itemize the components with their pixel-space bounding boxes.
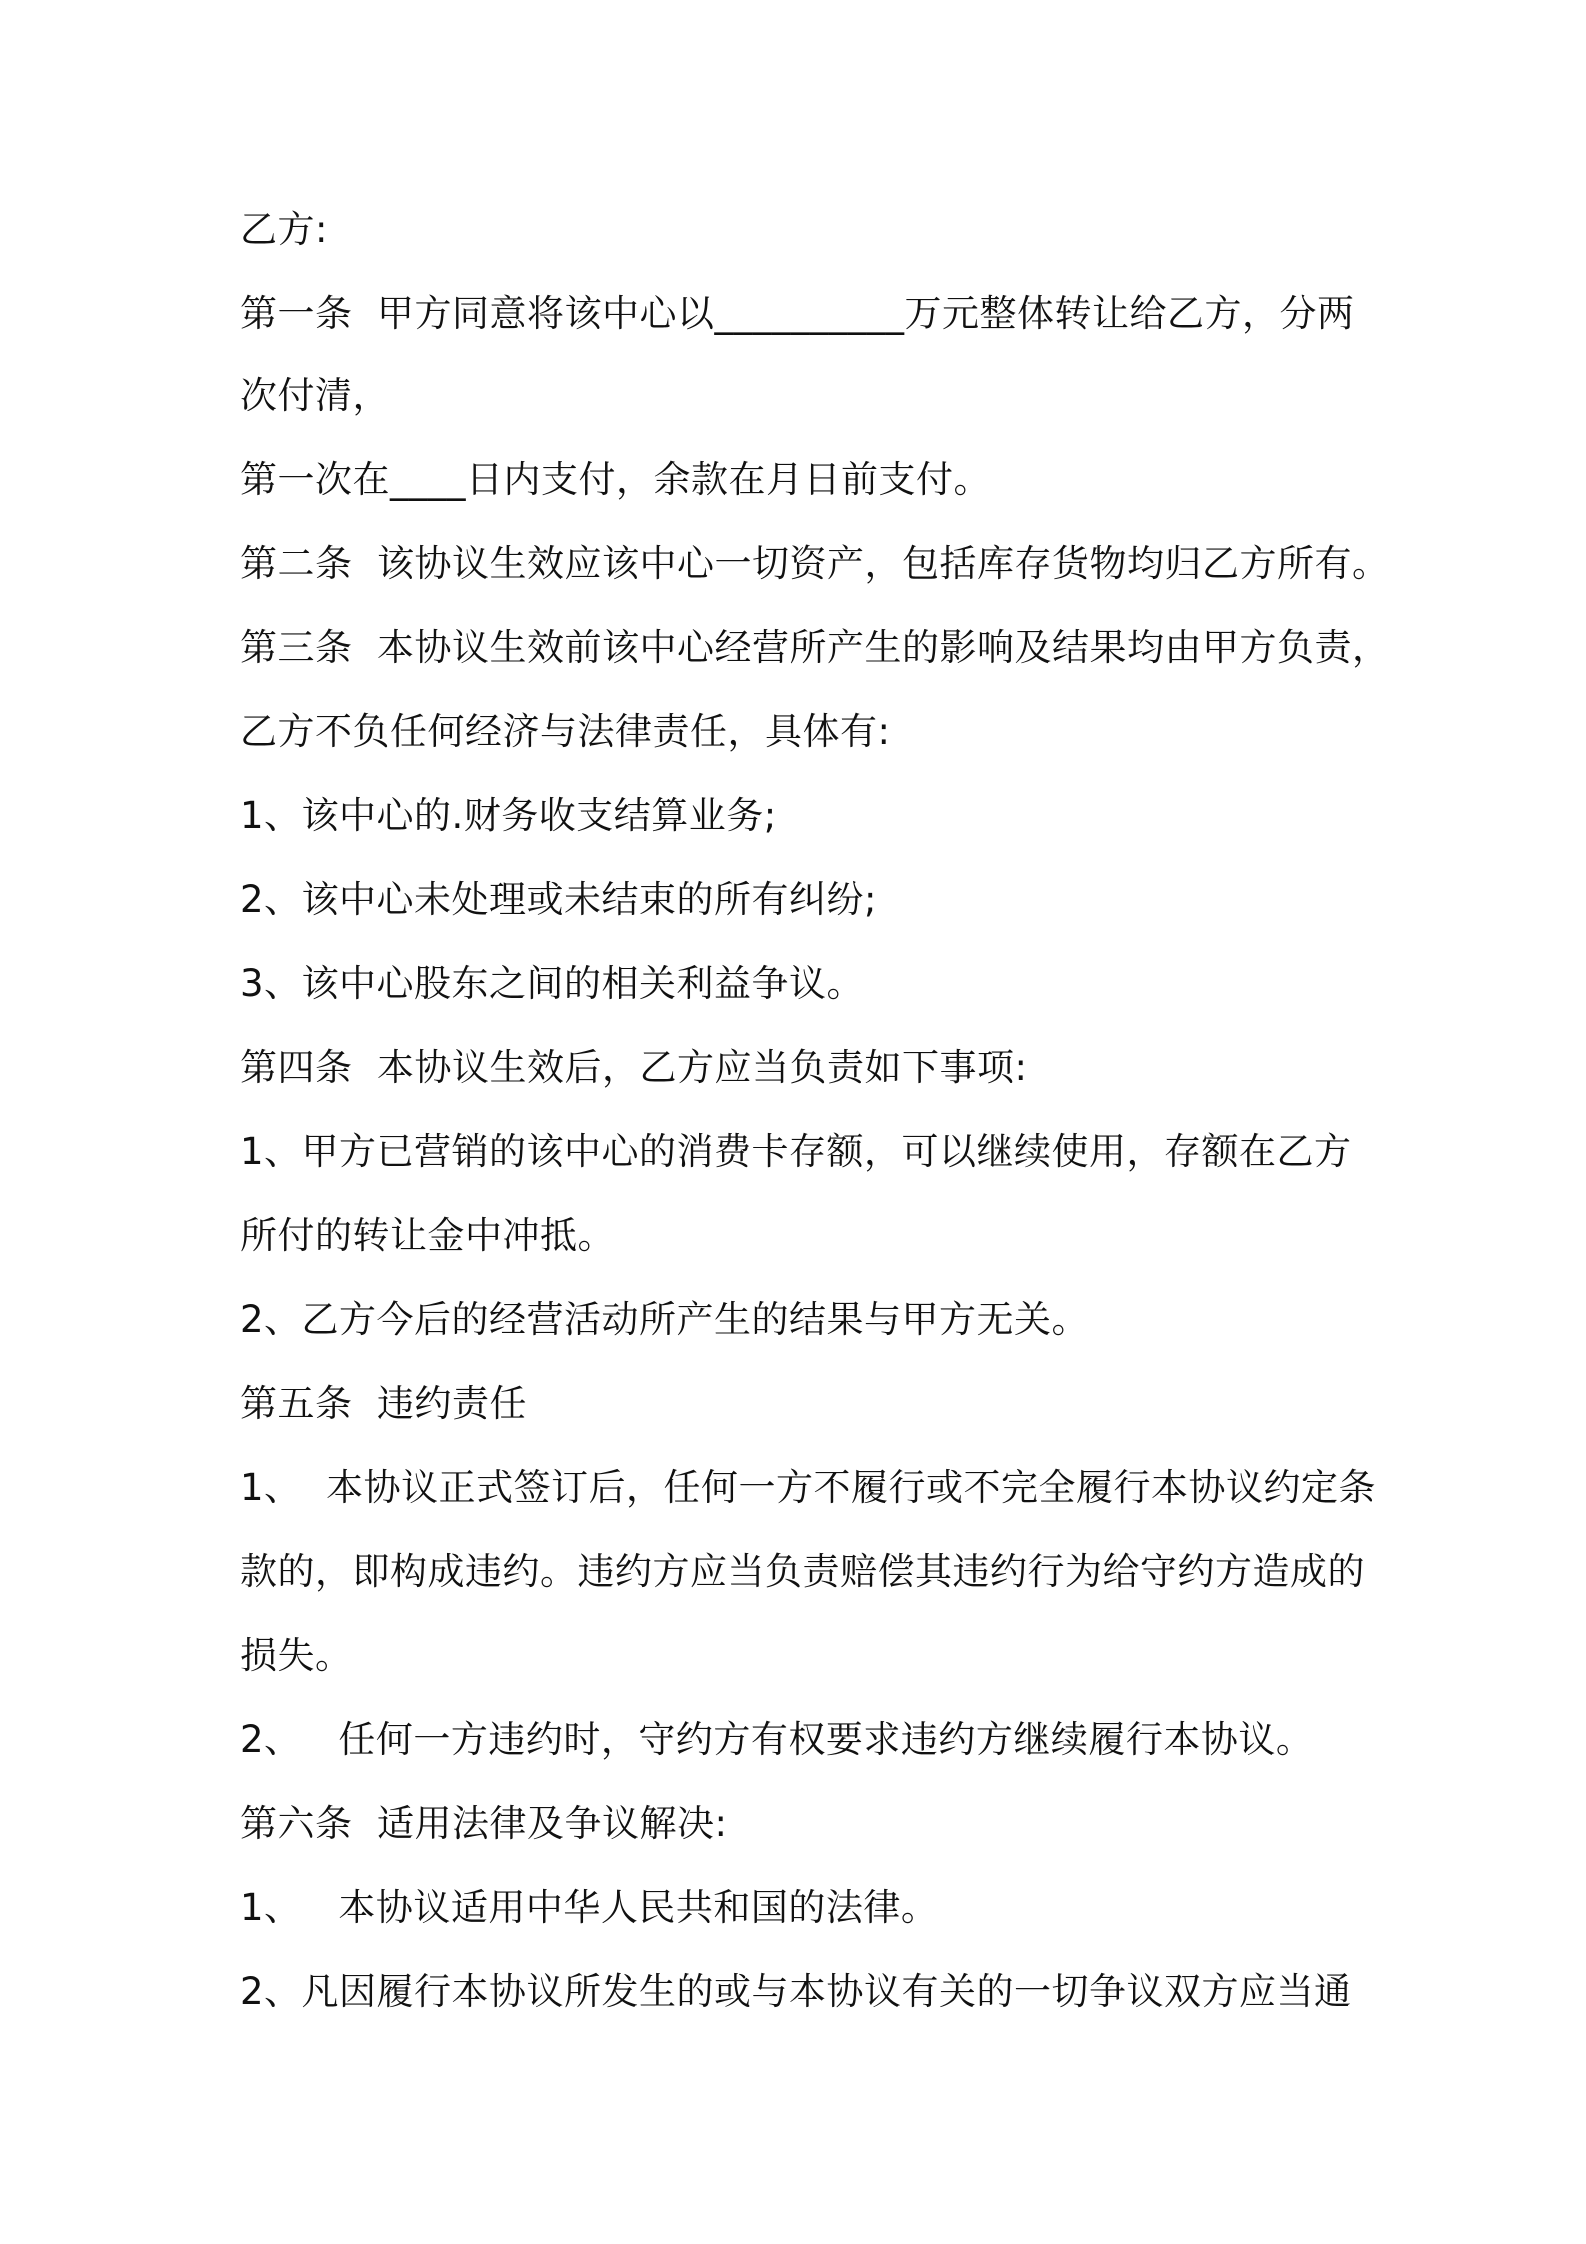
text-line-article-3-item-2: 2、该中心未处理或未结束的所有纠纷; — [240, 878, 878, 921]
text-line-article-4-item-2: 2、乙方今后的经营活动所产生的结果与甲方无关。 — [240, 1298, 1090, 1341]
text-line-article-6: 第六条 适用法律及争议解决: — [240, 1802, 728, 1845]
text-line-article-5-item-1: 1、 本协议正式签订后，任何一方不履行或不完全履行本协议约定条 — [240, 1466, 1377, 1509]
text-line-article-4: 第四条 本协议生效后，乙方应当负责如下事项: — [240, 1046, 1028, 1089]
text-line-article-5: 第五条 违约责任 — [240, 1382, 528, 1425]
text-line-article-3-item-3: 3、该中心股东之间的相关利益争议。 — [240, 962, 865, 1005]
text-line-party-b: 乙方: — [240, 208, 328, 251]
text-line-article-3-item-1: 1、该中心的.财务收支结算业务; — [240, 794, 777, 837]
text-line-first-payment: 第一次在____日内支付，余款在月日前支付。 — [240, 458, 991, 501]
text-line-article-4-item-1: 1、甲方已营销的该中心的消费卡存额，可以继续使用，存额在乙方 — [240, 1130, 1352, 1173]
text-line-article-5-item-1-cont: 款的，即构成违约。违约方应当负责赔偿其违约行为给守约方造成的 — [240, 1550, 1365, 1593]
text-line-article-1-cont: 次付清， — [240, 374, 390, 417]
text-line-article-2: 第二条 该协议生效应该中心一切资产，包括库存货物均归乙方所有。 — [240, 542, 1390, 585]
text-line-article-6-item-2: 2、凡因履行本协议所发生的或与本协议有关的一切争议双方应当通 — [240, 1970, 1352, 2013]
text-line-article-6-item-1: 1、 本协议适用中华人民共和国的法律。 — [240, 1886, 939, 1929]
text-line-article-4-item-1-cont: 所付的转让金中冲抵。 — [240, 1214, 615, 1257]
text-line-article-1: 第一条 甲方同意将该中心以__________万元整体转让给乙方，分两 — [240, 292, 1355, 335]
text-line-article-5-item-2: 2、 任何一方违约时，守约方有权要求违约方继续履行本协议。 — [240, 1718, 1314, 1761]
text-line-article-3: 第三条 本协议生效前该中心经营所产生的影响及结果均由甲方负责， — [240, 626, 1390, 669]
text-line-article-3-cont: 乙方不负任何经济与法律责任，具体有: — [240, 710, 891, 753]
text-line-article-5-item-1-end: 损失。 — [240, 1634, 353, 1677]
